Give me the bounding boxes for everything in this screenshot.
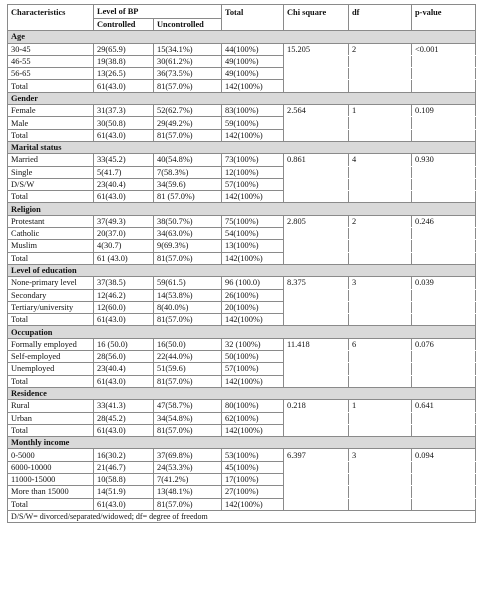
df-cell xyxy=(349,486,412,498)
header-row-1 xyxy=(8,5,476,19)
table-row xyxy=(8,461,476,473)
total-cell: 32 (100%) xyxy=(222,338,284,350)
row-label: 30-45 xyxy=(8,43,94,55)
uncontrolled-cell: 81(57.0%) xyxy=(154,424,222,436)
chi-square-cell xyxy=(284,498,349,510)
total-cell: 26(100%) xyxy=(222,289,284,301)
p-value-cell xyxy=(412,486,476,498)
row-label: Tertiary/university xyxy=(8,301,94,313)
controlled-cell: 33(41.3) xyxy=(94,400,154,412)
table-row xyxy=(8,166,476,178)
header-level-of-bp: Level of BP xyxy=(94,5,222,19)
df-cell xyxy=(349,117,412,129)
header-controlled: Controlled xyxy=(94,19,154,31)
chi-square-cell: 2.564 xyxy=(284,105,349,117)
uncontrolled-cell: 81(57.0%) xyxy=(154,129,222,141)
table-row xyxy=(8,314,476,326)
section-title: Marital status xyxy=(8,141,476,153)
section-title: Occupation xyxy=(8,326,476,338)
header-total: Total xyxy=(222,5,284,31)
controlled-cell: 61(43.0) xyxy=(94,498,154,510)
chi-square-cell xyxy=(284,375,349,387)
table-row xyxy=(8,43,476,55)
total-cell: 57(100%) xyxy=(222,363,284,375)
uncontrolled-cell: 59(61.5) xyxy=(154,277,222,289)
chi-square-cell xyxy=(284,80,349,92)
uncontrolled-cell: 7(58.3%) xyxy=(154,166,222,178)
uncontrolled-cell: 30(61.2%) xyxy=(154,55,222,67)
header-characteristics: Characteristics xyxy=(8,5,94,31)
row-label: None-primary level xyxy=(8,277,94,289)
df-cell xyxy=(349,351,412,363)
p-value-cell xyxy=(412,240,476,252)
p-value-cell: 0.109 xyxy=(412,105,476,117)
p-value-cell xyxy=(412,68,476,80)
total-cell: 49(100%) xyxy=(222,55,284,67)
total-cell: 142(100%) xyxy=(222,424,284,436)
total-cell: 62(100%) xyxy=(222,412,284,424)
table-row xyxy=(8,412,476,424)
df-cell xyxy=(349,301,412,313)
row-label: Total xyxy=(8,191,94,203)
row-label: Total xyxy=(8,498,94,510)
total-cell: 45(100%) xyxy=(222,461,284,473)
controlled-cell: 61(43.0) xyxy=(94,191,154,203)
chi-square-cell xyxy=(284,178,349,190)
row-label: Rural xyxy=(8,400,94,412)
total-cell: 73(100%) xyxy=(222,154,284,166)
total-cell: 142(100%) xyxy=(222,252,284,264)
uncontrolled-cell: 81(57.0%) xyxy=(154,314,222,326)
total-cell: 13(100%) xyxy=(222,240,284,252)
row-label: Unemployed xyxy=(8,363,94,375)
df-cell: 3 xyxy=(349,277,412,289)
row-label: D/S/W xyxy=(8,178,94,190)
chi-square-cell xyxy=(284,424,349,436)
df-cell: 1 xyxy=(349,400,412,412)
row-label: Male xyxy=(8,117,94,129)
total-cell: 53(100%) xyxy=(222,449,284,461)
controlled-cell: 12(46.2) xyxy=(94,289,154,301)
row-label: Total xyxy=(8,424,94,436)
chi-square-cell xyxy=(284,289,349,301)
df-cell: 2 xyxy=(349,43,412,55)
uncontrolled-cell: 22(44.0%) xyxy=(154,351,222,363)
header-df: df xyxy=(349,5,412,31)
chi-square-cell: 11.418 xyxy=(284,338,349,350)
p-value-cell xyxy=(412,129,476,141)
p-value-cell xyxy=(412,461,476,473)
total-cell: 57(100%) xyxy=(222,178,284,190)
p-value-cell xyxy=(412,301,476,313)
p-value-cell xyxy=(412,289,476,301)
uncontrolled-cell: 34(63.0%) xyxy=(154,228,222,240)
row-label: Total xyxy=(8,129,94,141)
uncontrolled-cell: 34(54.8%) xyxy=(154,412,222,424)
total-cell: 54(100%) xyxy=(222,228,284,240)
p-value-cell: <0.001 xyxy=(412,43,476,55)
p-value-cell xyxy=(412,178,476,190)
df-cell: 4 xyxy=(349,154,412,166)
chi-square-cell xyxy=(284,55,349,67)
header-p-value: p-value xyxy=(412,5,476,31)
chi-square-cell xyxy=(284,68,349,80)
table-row xyxy=(8,191,476,203)
table-container xyxy=(7,4,475,523)
df-cell xyxy=(349,473,412,485)
total-cell: 44(100%) xyxy=(222,43,284,55)
row-label: Single xyxy=(8,166,94,178)
row-label: Catholic xyxy=(8,228,94,240)
p-value-cell: 0.930 xyxy=(412,154,476,166)
uncontrolled-cell: 81(57.0%) xyxy=(154,252,222,264)
df-cell xyxy=(349,178,412,190)
total-cell: 20(100%) xyxy=(222,301,284,313)
controlled-cell: 28(56.0) xyxy=(94,351,154,363)
df-cell: 1 xyxy=(349,105,412,117)
controlled-cell: 12(60.0) xyxy=(94,301,154,313)
table-row xyxy=(8,277,476,289)
uncontrolled-cell: 36(73.5%) xyxy=(154,68,222,80)
chi-square-cell xyxy=(284,240,349,252)
total-cell: 59(100%) xyxy=(222,117,284,129)
p-value-cell xyxy=(412,473,476,485)
table-row xyxy=(8,105,476,117)
controlled-cell: 61(43.0) xyxy=(94,375,154,387)
uncontrolled-cell: 51(59.6) xyxy=(154,363,222,375)
total-cell: 142(100%) xyxy=(222,129,284,141)
total-cell: 142(100%) xyxy=(222,375,284,387)
total-cell: 80(100%) xyxy=(222,400,284,412)
row-label: Secondary xyxy=(8,289,94,301)
table-row xyxy=(8,252,476,264)
df-cell: 2 xyxy=(349,215,412,227)
table-row xyxy=(8,498,476,510)
uncontrolled-cell: 37(69.8%) xyxy=(154,449,222,461)
df-cell xyxy=(349,461,412,473)
controlled-cell: 61(43.0) xyxy=(94,314,154,326)
table-row xyxy=(8,80,476,92)
df-cell xyxy=(349,80,412,92)
total-cell: 142(100%) xyxy=(222,80,284,92)
section-header-residence xyxy=(8,387,476,399)
chi-square-cell: 0.861 xyxy=(284,154,349,166)
p-value-cell xyxy=(412,191,476,203)
table-row xyxy=(8,178,476,190)
controlled-cell: 23(40.4) xyxy=(94,363,154,375)
controlled-cell: 16(30.2) xyxy=(94,449,154,461)
table-row xyxy=(8,228,476,240)
uncontrolled-cell: 34(59.6) xyxy=(154,178,222,190)
section-title: Residence xyxy=(8,387,476,399)
bp-characteristics-table xyxy=(7,4,476,523)
section-title: Monthly income xyxy=(8,437,476,449)
uncontrolled-cell: 8(40.0%) xyxy=(154,301,222,313)
chi-square-cell xyxy=(284,252,349,264)
uncontrolled-cell: 40(54.8%) xyxy=(154,154,222,166)
chi-square-cell: 8.375 xyxy=(284,277,349,289)
total-cell: 50(100%) xyxy=(222,351,284,363)
table-row xyxy=(8,68,476,80)
controlled-cell: 23(40.4) xyxy=(94,178,154,190)
row-label: More than 15000 xyxy=(8,486,94,498)
chi-square-cell: 2.805 xyxy=(284,215,349,227)
table-row xyxy=(8,473,476,485)
chi-square-cell xyxy=(284,191,349,203)
total-cell: 142(100%) xyxy=(222,191,284,203)
controlled-cell: 10(58.8) xyxy=(94,473,154,485)
header-uncontrolled: Uncontrolled xyxy=(154,19,222,31)
df-cell: 3 xyxy=(349,449,412,461)
uncontrolled-cell: 38(50.7%) xyxy=(154,215,222,227)
uncontrolled-cell: 81(57.0%) xyxy=(154,498,222,510)
table-row xyxy=(8,301,476,313)
df-cell xyxy=(349,252,412,264)
p-value-cell: 0.641 xyxy=(412,400,476,412)
row-label: 11000-15000 xyxy=(8,473,94,485)
table-row xyxy=(8,363,476,375)
row-label: Married xyxy=(8,154,94,166)
total-cell: 75(100%) xyxy=(222,215,284,227)
table-row xyxy=(8,449,476,461)
controlled-cell: 29(65.9) xyxy=(94,43,154,55)
table-row xyxy=(8,55,476,67)
df-cell xyxy=(349,240,412,252)
table-row xyxy=(8,351,476,363)
p-value-cell xyxy=(412,55,476,67)
controlled-cell: 5(41.7) xyxy=(94,166,154,178)
p-value-cell xyxy=(412,363,476,375)
uncontrolled-cell: 7(41.2%) xyxy=(154,473,222,485)
p-value-cell xyxy=(412,424,476,436)
row-label: 0-5000 xyxy=(8,449,94,461)
row-label: 56-65 xyxy=(8,68,94,80)
chi-square-cell xyxy=(284,228,349,240)
controlled-cell: 28(45.2) xyxy=(94,412,154,424)
chi-square-cell: 0.218 xyxy=(284,400,349,412)
row-label: 6000-10000 xyxy=(8,461,94,473)
footnote: D/S/W= divorced/separated/widowed; df= degree of freedom xyxy=(8,510,476,522)
table-row xyxy=(8,375,476,387)
section-header-occupation xyxy=(8,326,476,338)
row-label: 46-55 xyxy=(8,55,94,67)
chi-square-cell xyxy=(284,473,349,485)
df-cell: 6 xyxy=(349,338,412,350)
total-cell: 83(100%) xyxy=(222,105,284,117)
chi-square-cell xyxy=(284,351,349,363)
uncontrolled-cell: 16(50.0) xyxy=(154,338,222,350)
uncontrolled-cell: 81(57.0%) xyxy=(154,375,222,387)
total-cell: 142(100%) xyxy=(222,498,284,510)
chi-square-cell xyxy=(284,363,349,375)
row-label: Protestant xyxy=(8,215,94,227)
row-label: Total xyxy=(8,252,94,264)
df-cell xyxy=(349,375,412,387)
df-cell xyxy=(349,314,412,326)
row-label: Muslim xyxy=(8,240,94,252)
controlled-cell: 13(26.5) xyxy=(94,68,154,80)
controlled-cell: 30(50.8) xyxy=(94,117,154,129)
header-chi-square: Chi square xyxy=(284,5,349,31)
p-value-cell xyxy=(412,80,476,92)
total-cell: 96 (100.0) xyxy=(222,277,284,289)
chi-square-cell xyxy=(284,166,349,178)
controlled-cell: 61 (43.0) xyxy=(94,252,154,264)
uncontrolled-cell: 81(57.0%) xyxy=(154,80,222,92)
controlled-cell: 61(43.0) xyxy=(94,129,154,141)
p-value-cell xyxy=(412,117,476,129)
table-row xyxy=(8,117,476,129)
df-cell xyxy=(349,289,412,301)
chi-square-cell: 6.397 xyxy=(284,449,349,461)
footnote-row xyxy=(8,510,476,522)
df-cell xyxy=(349,412,412,424)
p-value-cell xyxy=(412,166,476,178)
controlled-cell: 33(45.2) xyxy=(94,154,154,166)
table-row xyxy=(8,289,476,301)
p-value-cell xyxy=(412,498,476,510)
controlled-cell: 4(30.7) xyxy=(94,240,154,252)
section-header-religion xyxy=(8,203,476,215)
table-row xyxy=(8,400,476,412)
chi-square-cell xyxy=(284,129,349,141)
chi-square-cell xyxy=(284,461,349,473)
p-value-cell: 0.246 xyxy=(412,215,476,227)
chi-square-cell: 15.205 xyxy=(284,43,349,55)
section-header-age xyxy=(8,31,476,43)
uncontrolled-cell: 52(62.7%) xyxy=(154,105,222,117)
df-cell xyxy=(349,55,412,67)
p-value-cell xyxy=(412,228,476,240)
uncontrolled-cell: 24(53.3%) xyxy=(154,461,222,473)
uncontrolled-cell: 13(48.1%) xyxy=(154,486,222,498)
controlled-cell: 16 (50.0) xyxy=(94,338,154,350)
row-label: Urban xyxy=(8,412,94,424)
table-row xyxy=(8,154,476,166)
uncontrolled-cell: 9(69.3%) xyxy=(154,240,222,252)
row-label: Total xyxy=(8,375,94,387)
controlled-cell: 37(38.5) xyxy=(94,277,154,289)
total-cell: 17(100%) xyxy=(222,473,284,485)
chi-square-cell xyxy=(284,412,349,424)
p-value-cell xyxy=(412,412,476,424)
row-label: Self-employed xyxy=(8,351,94,363)
chi-square-cell xyxy=(284,486,349,498)
uncontrolled-cell: 47(58.7%) xyxy=(154,400,222,412)
chi-square-cell xyxy=(284,314,349,326)
table-row xyxy=(8,129,476,141)
uncontrolled-cell: 29(49.2%) xyxy=(154,117,222,129)
section-title: Age xyxy=(8,31,476,43)
p-value-cell: 0.039 xyxy=(412,277,476,289)
df-cell xyxy=(349,191,412,203)
total-cell: 142(100%) xyxy=(222,314,284,326)
table-row xyxy=(8,486,476,498)
controlled-cell: 19(38.8) xyxy=(94,55,154,67)
controlled-cell: 31(37.3) xyxy=(94,105,154,117)
controlled-cell: 61(43.0) xyxy=(94,424,154,436)
section-title: Level of education xyxy=(8,264,476,276)
df-cell xyxy=(349,498,412,510)
df-cell xyxy=(349,424,412,436)
df-cell xyxy=(349,166,412,178)
chi-square-cell xyxy=(284,117,349,129)
p-value-cell xyxy=(412,351,476,363)
df-cell xyxy=(349,129,412,141)
df-cell xyxy=(349,363,412,375)
uncontrolled-cell: 14(53.8%) xyxy=(154,289,222,301)
row-label: Total xyxy=(8,314,94,326)
df-cell xyxy=(349,68,412,80)
p-value-cell: 0.076 xyxy=(412,338,476,350)
total-cell: 49(100%) xyxy=(222,68,284,80)
controlled-cell: 37(49.3) xyxy=(94,215,154,227)
chi-square-cell xyxy=(284,301,349,313)
p-value-cell: 0.094 xyxy=(412,449,476,461)
p-value-cell xyxy=(412,314,476,326)
controlled-cell: 21(46.7) xyxy=(94,461,154,473)
controlled-cell: 14(51.9) xyxy=(94,486,154,498)
section-header-gender xyxy=(8,92,476,104)
total-cell: 12(100%) xyxy=(222,166,284,178)
controlled-cell: 20(37.0) xyxy=(94,228,154,240)
section-header-monthly-income xyxy=(8,437,476,449)
table-row xyxy=(8,338,476,350)
row-label: Total xyxy=(8,80,94,92)
section-title: Religion xyxy=(8,203,476,215)
p-value-cell xyxy=(412,375,476,387)
row-label: Female xyxy=(8,105,94,117)
uncontrolled-cell: 81 (57.0%) xyxy=(154,191,222,203)
total-cell: 27(100%) xyxy=(222,486,284,498)
section-header-level-of-education xyxy=(8,264,476,276)
section-title: Gender xyxy=(8,92,476,104)
table-row xyxy=(8,424,476,436)
table-row xyxy=(8,215,476,227)
controlled-cell: 61(43.0) xyxy=(94,80,154,92)
uncontrolled-cell: 15(34.1%) xyxy=(154,43,222,55)
p-value-cell xyxy=(412,252,476,264)
df-cell xyxy=(349,228,412,240)
row-label: Formally employed xyxy=(8,338,94,350)
section-header-marital-status xyxy=(8,141,476,153)
table-row xyxy=(8,240,476,252)
